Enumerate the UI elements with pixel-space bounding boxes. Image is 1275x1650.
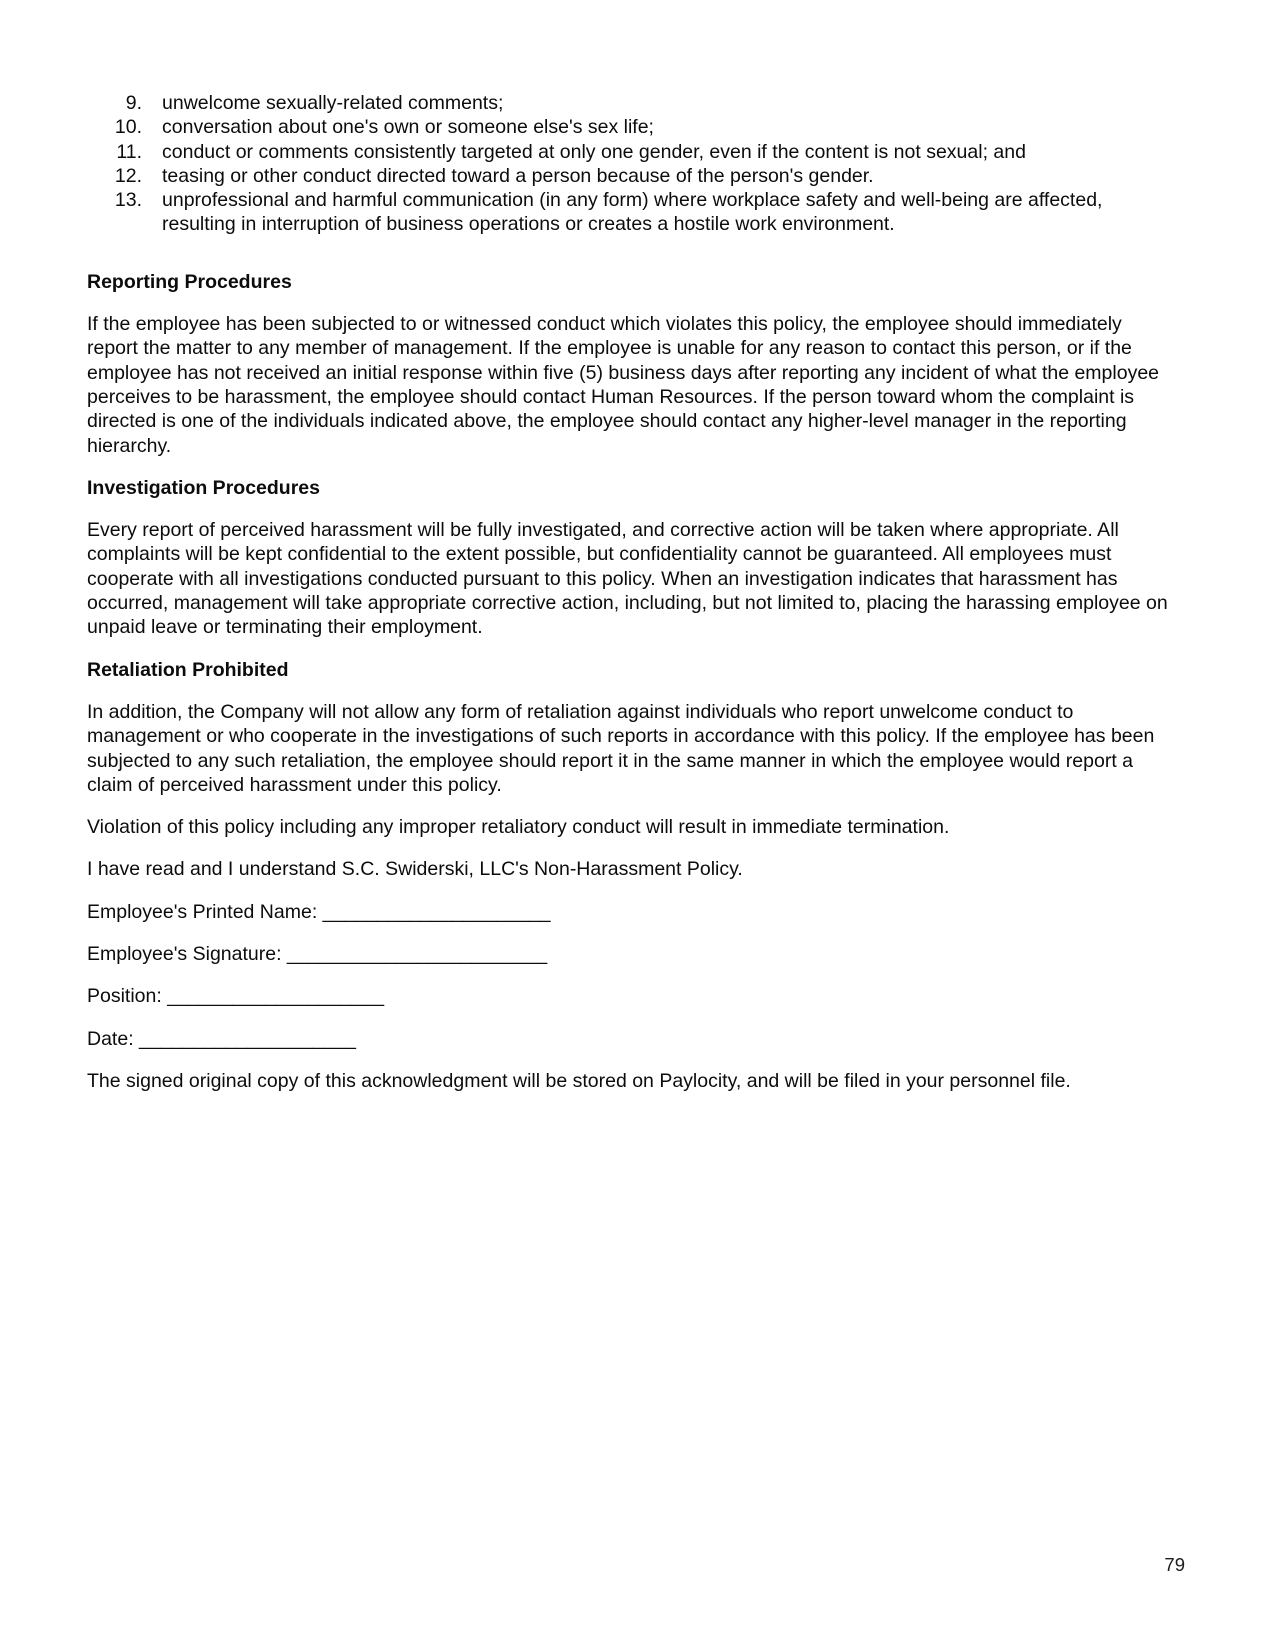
prohibited-conduct-list	[87, 91, 1177, 237]
page-number: 79	[1164, 1554, 1185, 1575]
field-employee-printed-name	[87, 900, 1177, 924]
paragraph-investigation-procedures: Every report of perceived harassment will be fully investigated, and corrective action will be taken where appropriate. All complaints will be kept confidential to the extent possible, but confidentiality cannot be guaranteed. All employees must cooperate with all investigations conducted pursuant to this policy. When an investigation indicates that harassment has occurred, management will take appropriate corrective action, including, but not limited to, placing the harassing employee on unpaid leave or terminating their employment.	[87, 519, 1168, 639]
field-blank-line: ________________________	[286, 943, 548, 966]
list-item	[87, 164, 1177, 188]
paragraph-retaliation-prohibited: In addition, the Company will not allow any form of retaliation against individuals who report unwelcome conduct to management or who cooperate in the investigations of such reports in accordance with this policy. If the employee has been subjected to any such retaliation, the employee should report it in the same manner in which the employee would report a claim of perceived harassment under this policy.	[87, 700, 1155, 796]
paragraph-reporting-procedures: If the employee has been subjected to or witnessed conduct which violates this policy, the employee should immediately report the matter to any member of management. If the employee is unable for any reason to contact this person, or if the employee has not received an initial response within five (5) business days after reporting any incident of what the employee perceives to be harassment, the employee should contact Human Resources. If the person toward whom the complaint is directed is one of the individuals indicated above, the employee should contact any higher-level manager in the reporting hierarchy.	[87, 313, 1160, 457]
field-label: Employee's Signature:	[87, 943, 282, 966]
field-blank-line: ____________________	[139, 1027, 356, 1050]
list-item-number: 9.	[125, 92, 142, 114]
list-item-text: conduct or comments consistently targeted at only one gender, even if the content is not sexual; and	[162, 140, 1026, 163]
list-item	[87, 188, 1177, 237]
list-item-text: unwelcome sexually-related comments;	[162, 92, 504, 114]
list-item-text: conversation about one's own or someone else's sex life;	[162, 116, 654, 139]
list-item-text: unprofessional and harmful communication (in any form) where workplace safety and well-being are affected, resulting in interruption of business operations or creates a hostile work environment.	[162, 189, 1103, 236]
list-item-number: 10.	[114, 116, 142, 139]
field-label: Position:	[87, 985, 162, 1008]
list-item	[87, 91, 1177, 115]
field-label: Employee's Printed Name:	[87, 900, 318, 923]
list-item-number: 13.	[114, 189, 142, 212]
list-item-number: 12.	[114, 164, 142, 187]
list-item	[87, 115, 1177, 139]
paragraph-acknowledgment-statement: I have read and I understand S.C. Swiderski, LLC's Non-Harassment Policy.	[87, 858, 743, 881]
field-blank-line: ____________________	[167, 985, 385, 1008]
field-label: Date:	[87, 1027, 134, 1050]
section-heading-reporting-procedures: Reporting Procedures	[87, 270, 292, 293]
field-blank-line: _____________________	[322, 900, 551, 923]
section-heading-retaliation-prohibited: Retaliation Prohibited	[87, 658, 289, 681]
field-employee-signature	[87, 942, 1177, 966]
field-position	[87, 984, 1177, 1008]
paragraph-storage-note: The signed original copy of this acknowledgment will be stored on Paylocity, and will be filed in your personnel file.	[87, 1069, 1071, 1092]
list-item-text: teasing or other conduct directed toward a person because of the person's gender.	[162, 164, 874, 187]
list-item-number: 11.	[116, 140, 142, 163]
list-item	[87, 140, 1177, 164]
section-heading-investigation-procedures: Investigation Procedures	[87, 476, 320, 499]
field-date	[87, 1027, 1177, 1051]
paragraph-violation-statement: Violation of this policy including any improper retaliatory conduct will result in immediate termination.	[87, 816, 950, 839]
